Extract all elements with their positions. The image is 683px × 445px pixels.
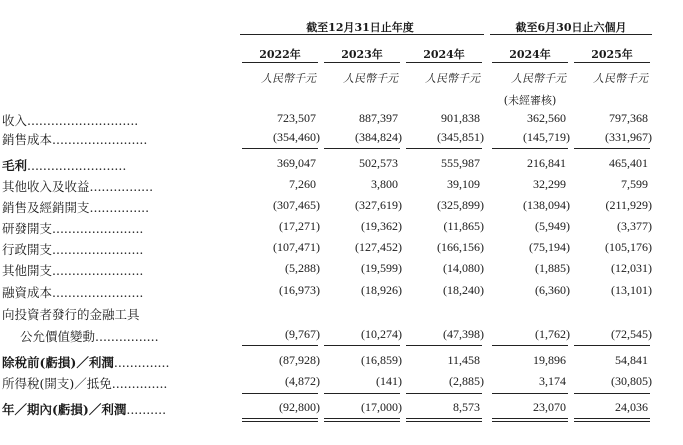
- cell-value: 723,507: [277, 111, 316, 125]
- cell-value: (3,377): [617, 219, 652, 233]
- cell-value: 555,987: [441, 156, 480, 170]
- cell-value: (2,885): [449, 374, 484, 388]
- subtotal-rule: [406, 148, 482, 149]
- cell-value: (105,176): [605, 240, 652, 254]
- cell-value: 19,896: [533, 353, 566, 367]
- subtotal-rule: [574, 393, 650, 394]
- year-header-2023: 2023年: [341, 48, 383, 61]
- cell-value: (16,973): [279, 283, 320, 297]
- cell-value: (87,928): [279, 353, 320, 367]
- cell-value: 369,047: [277, 156, 316, 170]
- cell-value: (5,949): [535, 219, 570, 233]
- header-group-halfyear-rule: [490, 34, 652, 35]
- cell-value: (18,926): [361, 283, 402, 297]
- cell-value: 23,070: [533, 400, 566, 414]
- cell-value: 32,299: [533, 177, 566, 191]
- cell-value: (354,460): [273, 130, 320, 144]
- cell-value: 901,838: [441, 111, 480, 125]
- cell-value: 797,368: [609, 111, 648, 125]
- cell-value: (345,851): [437, 130, 484, 144]
- row-label-gross-profit: 毛利.........................: [2, 158, 127, 173]
- year-header-2024: 2024年: [423, 48, 465, 61]
- subtotal-rule: [492, 345, 568, 346]
- cell-value: 3,800: [371, 177, 398, 191]
- cell-value: (75,194): [529, 240, 570, 254]
- cell-value: (127,452): [355, 240, 402, 254]
- row-label-selling-expenses: 銷售及經銷開支...............: [2, 200, 150, 215]
- cell-value: (1,762): [535, 327, 570, 341]
- cell-value: (166,156): [437, 240, 484, 254]
- cell-value: 7,599: [621, 177, 648, 191]
- subtotal-rule: [324, 393, 400, 394]
- year-rule-2024-h1: [492, 62, 568, 63]
- cell-value: (47,398): [443, 327, 484, 341]
- subtotal-rule: [242, 393, 318, 394]
- cell-value: 54,841: [615, 353, 648, 367]
- row-label-other-income: 其他收入及收益................: [2, 179, 154, 194]
- row-label-rnd-expenses: 研發開支.......................: [2, 221, 144, 236]
- cell-value: 362,560: [527, 111, 566, 125]
- cell-value: (18,240): [443, 283, 484, 297]
- header-group-halfyear: 截至6月30日止六個月: [515, 21, 627, 34]
- cell-value: (5,288): [285, 261, 320, 275]
- cell-value: (6,360): [535, 283, 570, 297]
- cell-value: 502,573: [359, 156, 398, 170]
- header-group-annual-rule: [240, 34, 484, 35]
- row-label-net-profit: 年／期內(虧損)／利潤..........: [2, 402, 167, 417]
- cell-value: (17,000): [361, 400, 402, 414]
- cell-value: 7,260: [289, 177, 316, 191]
- total-double-rule: [324, 418, 400, 422]
- cell-value: (10,274): [361, 327, 402, 341]
- total-double-rule: [574, 418, 650, 422]
- year-header-2024-h1: 2024年: [509, 48, 551, 61]
- total-double-rule: [406, 418, 482, 422]
- cell-value: (14,080): [443, 261, 484, 275]
- subtotal-rule: [406, 393, 482, 394]
- total-double-rule: [492, 418, 568, 422]
- row-label-revenue: 收入............................: [2, 113, 139, 128]
- year-rule-2023: [324, 62, 400, 63]
- cell-value: 3,174: [539, 374, 566, 388]
- cell-value: 24,036: [615, 400, 648, 414]
- cell-value: 39,109: [447, 177, 480, 191]
- cell-value: (72,545): [611, 327, 652, 341]
- subtotal-rule: [492, 393, 568, 394]
- cell-value: (107,471): [273, 240, 320, 254]
- subtotal-rule: [242, 148, 318, 149]
- row-label-fair-value-change: 公允價值變動................: [20, 329, 159, 344]
- subtotal-rule: [574, 148, 650, 149]
- row-label-cost-of-sales: 銷售成本........................: [2, 132, 148, 147]
- subtotal-rule: [324, 148, 400, 149]
- cell-value: (325,899): [437, 198, 484, 212]
- cell-value: 465,401: [609, 156, 648, 170]
- cell-value: (211,929): [605, 198, 652, 212]
- cell-value: (4,872): [285, 374, 320, 388]
- total-double-rule: [242, 418, 318, 422]
- subtotal-rule: [406, 345, 482, 346]
- cell-value: (384,824): [355, 130, 402, 144]
- year-rule-2022: [242, 62, 318, 63]
- year-header-2025-h1: 2025年: [591, 48, 633, 61]
- unit-label: 人民幣千元: [425, 72, 480, 85]
- cell-value: (12,031): [611, 261, 652, 275]
- row-label-pretax: 除稅前(虧損)／利潤..............: [2, 355, 170, 370]
- cell-value: 11,458: [447, 353, 480, 367]
- cell-value: (92,800): [279, 400, 320, 414]
- row-label-admin-expenses: 行政開支.......................: [2, 242, 144, 257]
- unit-label: 人民幣千元: [261, 72, 316, 85]
- cell-value: (9,767): [285, 327, 320, 341]
- cell-value: (19,362): [361, 219, 402, 233]
- row-label-income-tax: 所得稅(開支)／抵免..............: [2, 376, 168, 391]
- unaudited-note: (未經審核): [503, 94, 557, 107]
- cell-value: (307,465): [273, 198, 320, 212]
- year-rule-2024: [406, 62, 482, 63]
- cell-value: (16,859): [361, 353, 402, 367]
- cell-value: (327,619): [355, 198, 402, 212]
- cell-value: (19,599): [361, 261, 402, 275]
- year-rule-2025-h1: [574, 62, 650, 63]
- cell-value: (13,101): [611, 283, 652, 297]
- cell-value: (141): [376, 374, 402, 388]
- row-label-other-expenses: 其他開支.......................: [2, 263, 144, 278]
- year-header-2022: 2022年: [259, 48, 301, 61]
- cell-value: (1,885): [535, 261, 570, 275]
- unit-label: 人民幣千元: [511, 72, 566, 85]
- unit-label: 人民幣千元: [343, 72, 398, 85]
- header-group-annual: 截至12月31日止年度: [306, 21, 414, 34]
- subtotal-rule: [324, 345, 400, 346]
- row-label-financial-instruments: 向投資者發行的金融工具: [2, 307, 140, 322]
- cell-value: (138,094): [523, 198, 570, 212]
- cell-value: 8,573: [453, 400, 480, 414]
- cell-value: (30,805): [611, 374, 652, 388]
- cell-value: (145,719): [523, 130, 570, 144]
- cell-value: (17,271): [279, 219, 320, 233]
- subtotal-rule: [242, 345, 318, 346]
- cell-value: 887,397: [359, 111, 398, 125]
- row-label-finance-costs: 融資成本.......................: [2, 285, 144, 300]
- unit-label: 人民幣千元: [593, 72, 648, 85]
- cell-value: (331,967): [605, 130, 652, 144]
- subtotal-rule: [574, 345, 650, 346]
- cell-value: 216,841: [527, 156, 566, 170]
- cell-value: (11,865): [443, 219, 484, 233]
- subtotal-rule: [492, 148, 568, 149]
